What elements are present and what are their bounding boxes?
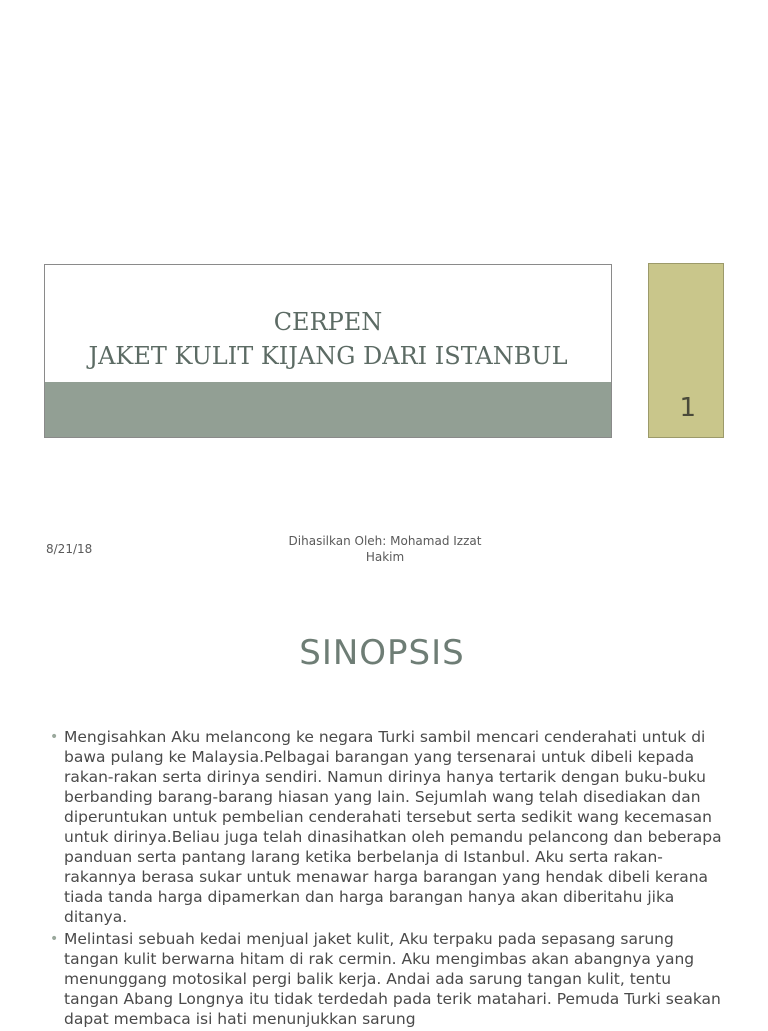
- slide-date: 8/21/18: [46, 542, 93, 556]
- author-credit: Dihasilkan Oleh: Mohamad Izzat Hakim: [288, 534, 482, 564]
- slide-title: [45, 305, 611, 373]
- bullet-icon: •: [50, 729, 59, 745]
- title-line-2: JAKET KULIT KIJANG DARI ISTANBUL: [88, 342, 568, 370]
- slide-number-box: [648, 263, 724, 438]
- synopsis-bullet: [50, 929, 730, 1029]
- synopsis-list: [50, 727, 730, 1031]
- title-box: [44, 264, 612, 438]
- title-line-1: CERPEN: [273, 308, 383, 336]
- bullet-icon: •: [50, 931, 59, 947]
- slide-number: 1: [679, 393, 696, 423]
- synopsis-bullet-text: Melintasi sebuah kedai menjual jaket kulit, Aku terpaku pada sepasang sarung tangan kulit berwarna hitam di rak cermin. Aku mengimbas akan abangnya yang menunggang motosikal pergi balik kerja. Andai ada sarung tangan kulit, tentu tangan Abang Longnya itu tidak terdedah pada terik matahari. Pemuda Turki seakan dapat membaca isi hati menunjukkan sarung: [64, 930, 721, 1028]
- synopsis-heading: SINOPSIS: [299, 633, 465, 673]
- synopsis-bullet: [50, 727, 730, 927]
- synopsis-bullet-text: Mengisahkan Aku melancong ke negara Turki sambil mencari cenderahati untuk di bawa pulang ke Malaysia.Pelbagai barangan yang tersenarai untuk dibeli kepada rakan-rakan serta dirinya sendiri. Namun dirinya hanya tertarik dengan buku-buku berbanding barang-barang hiasan yang lain. Sejumlah wang telah disediakan dan diperuntukan untuk pembelian cenderahati tersebut serta sedikit wang kecemasan untuk dirinya.Beliau juga telah dinasihatkan oleh pemandu pelancong dan beberapa panduan serta pantang larang ketika berbelanja di Istanbul. Aku serta rakan-rakannya berasa sukar untuk menawar harga barangan yang hendak dibeli kerana tiada tanda harga dipamerkan dan harga barangan hanya akan diberitahu jika ditanya.: [64, 728, 722, 926]
- title-band: [45, 382, 611, 437]
